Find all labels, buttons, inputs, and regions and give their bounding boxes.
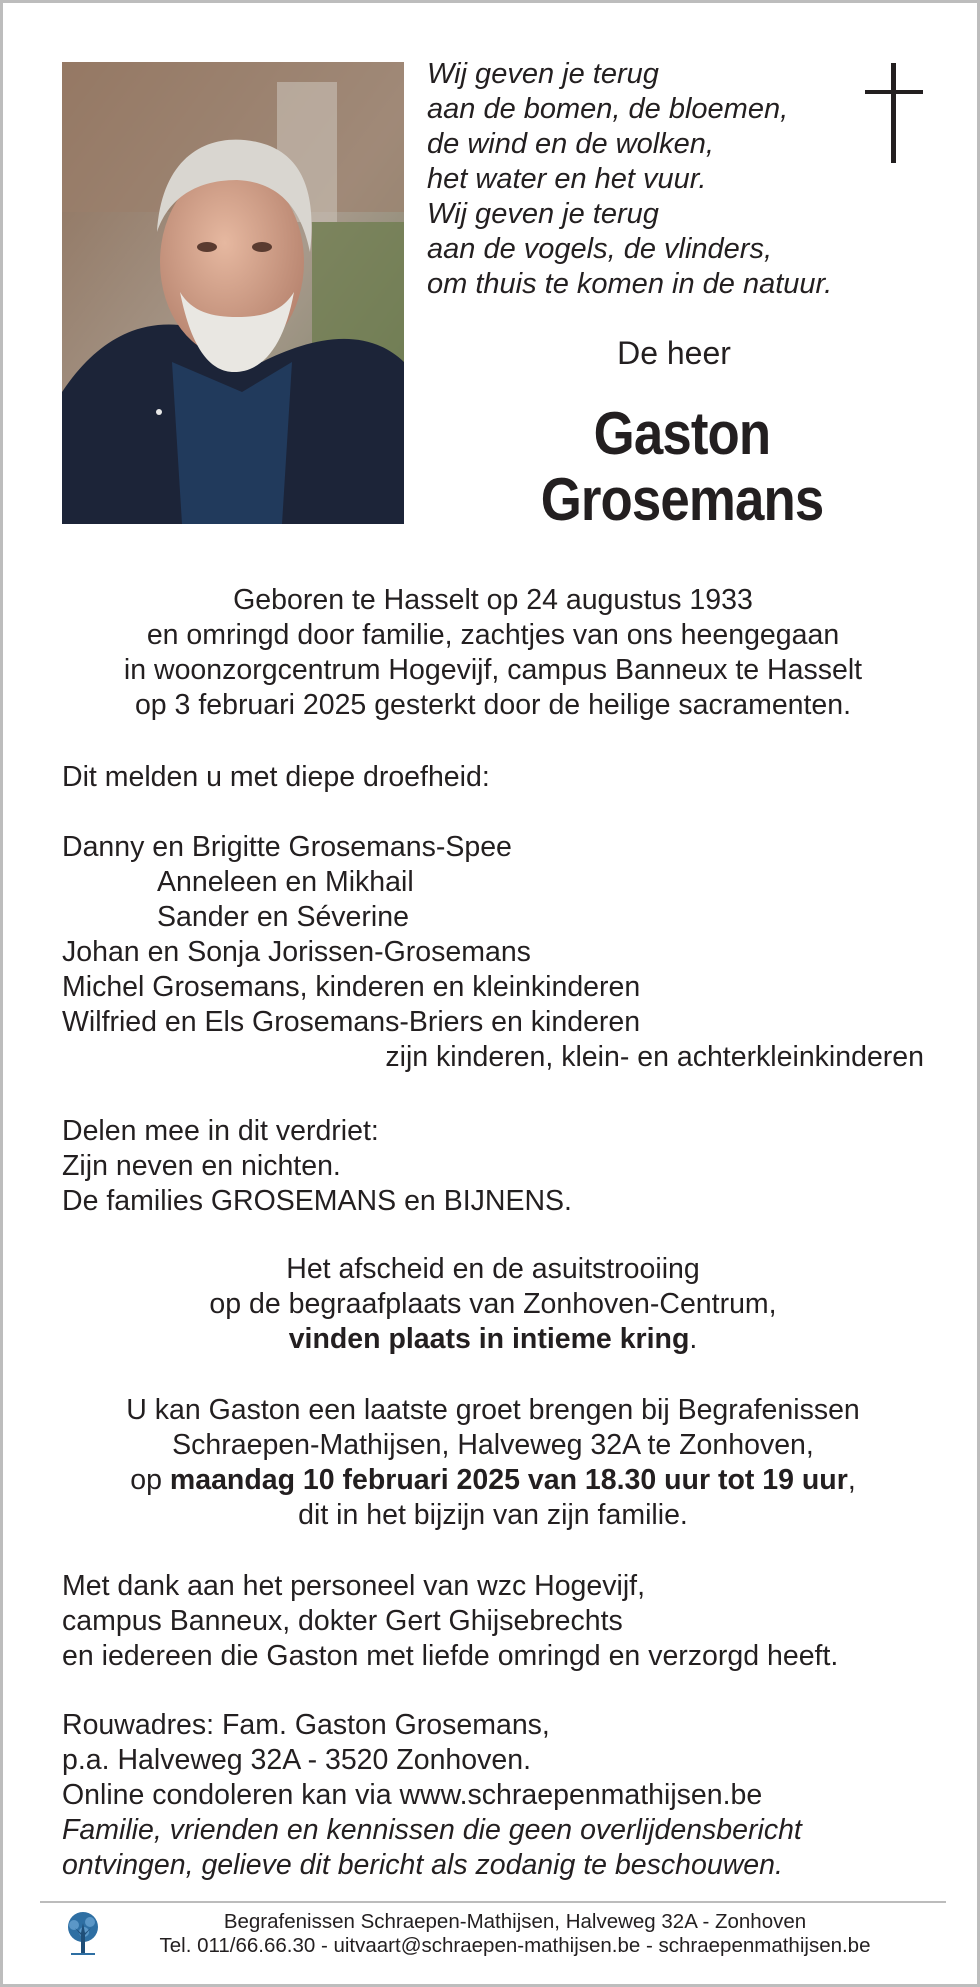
farewell-line: Het afscheid en de asuitstrooiing (286, 1253, 700, 1285)
visitation-line: Schraepen-Mathijsen, Halveweg 32A te Zonhoven, (172, 1429, 814, 1461)
family-member: Sander en Séverine (157, 901, 409, 933)
farewell-period: . (689, 1323, 698, 1355)
notice-line: Familie, vrienden en kennissen die geen overlijdensbericht (62, 1814, 802, 1846)
cross-icon (865, 63, 923, 163)
sharing-section (62, 1114, 924, 1219)
condolence-link[interactable]: Online condoleren kan via www.schraepenmathijsen.be (62, 1779, 763, 1811)
family-list (62, 830, 924, 1075)
sharing-line: De families GROSEMANS en BIJNENS. (62, 1185, 572, 1217)
footer-company: Begrafenissen Schraepen-Mathijsen, Halveweg 32A - Zonhoven (223, 1910, 807, 1933)
address-section (62, 1708, 924, 1883)
family-member: Danny en Brigitte Grosemans-Spee (62, 831, 512, 863)
thanks-section (62, 1569, 924, 1674)
thanks-line: campus Banneux, dokter Gert Ghijsebrechts (62, 1605, 623, 1637)
family-member: Wilfried en Els Grosemans-Briers en kinderen (62, 1006, 641, 1038)
visitation-comma: , (847, 1464, 856, 1496)
birth-death-line: en omringd door familie, zachtjes van ons heengegaan (146, 619, 840, 651)
announce-intro: Dit melden u met diepe droefheid: (62, 761, 490, 793)
footer-divider (40, 1901, 946, 1903)
visitation-line: U kan Gaston een laatste groet brengen bij Begrafenissen (126, 1394, 860, 1426)
family-member: zijn kinderen, klein- en achterkleinkinderen (385, 1041, 924, 1073)
poem-line: het water en het vuur. (427, 163, 707, 195)
poem-line: Wij geven je terug (427, 58, 659, 90)
birth-death-line: Geboren te Hasselt op 24 augustus 1933 (233, 584, 753, 616)
farewell-emphasis: vinden plaats in intieme kring (288, 1323, 690, 1355)
honorific: De heer (617, 335, 731, 371)
footer (107, 1910, 923, 1958)
family-member: Johan en Sonja Jorissen-Grosemans (62, 936, 531, 968)
visitation-line (62, 1463, 924, 1498)
birth-death-section (62, 583, 924, 723)
farewell-section (62, 1252, 924, 1357)
sharing-line: Zijn neven en nichten. (62, 1150, 341, 1182)
footer-contact[interactable]: Tel. 011/66.66.30 - uitvaart@schraepen-mathijsen.be - schraepenmathijsen.be (159, 1934, 871, 1957)
poem-line: aan de bomen, de bloemen, (427, 93, 789, 125)
birth-death-line: op 3 februari 2025 gesterkt door de heilige sacramenten. (134, 689, 852, 721)
farewell-line (62, 1322, 924, 1357)
farewell-line: op de begraafplaats van Zonhoven-Centrum, (209, 1288, 777, 1320)
portrait-photo (62, 62, 404, 524)
visitation-datetime: maandag 10 februari 2025 van 18.30 uur tot 19 uur (169, 1464, 848, 1496)
visitation-line: dit in het bijzijn van zijn familie. (298, 1499, 688, 1531)
notice-line: ontvingen, gelieve dit bericht als zodanig te beschouwen. (62, 1849, 783, 1881)
family-member: Michel Grosemans, kinderen en kleinkinderen (62, 971, 641, 1003)
portrait-image (62, 62, 404, 524)
family-member: Anneleen en Mikhail (157, 866, 414, 898)
thanks-line: en iedereen die Gaston met liefde omringd en verzorgd heeft. (62, 1640, 839, 1672)
last-name: Grosemans (540, 466, 824, 533)
poem-line: om thuis te komen in de natuur. (427, 268, 833, 300)
visitation-section (62, 1393, 924, 1533)
address-line: p.a. Halveweg 32A - 3520 Zonhoven. (62, 1744, 531, 1776)
poem-line: Wij geven je terug (427, 198, 659, 230)
thanks-line: Met dank aan het personeel van wzc Hogevijf, (62, 1570, 645, 1602)
poem (427, 57, 897, 302)
sharing-line: Delen mee in dit verdriet: (62, 1115, 379, 1147)
poem-line: aan de vogels, de vlinders, (427, 233, 772, 265)
deceased-name (458, 401, 907, 533)
birth-death-line: in woonzorgcentrum Hogevijf, campus Banneux te Hasselt (123, 654, 863, 686)
visitation-prefix: op (130, 1464, 170, 1496)
first-name: Gaston (593, 400, 771, 467)
poem-line: de wind en de wolken, (427, 128, 714, 160)
tree-logo-icon (63, 1911, 103, 1957)
address-line: Rouwadres: Fam. Gaston Grosemans, (62, 1709, 550, 1741)
